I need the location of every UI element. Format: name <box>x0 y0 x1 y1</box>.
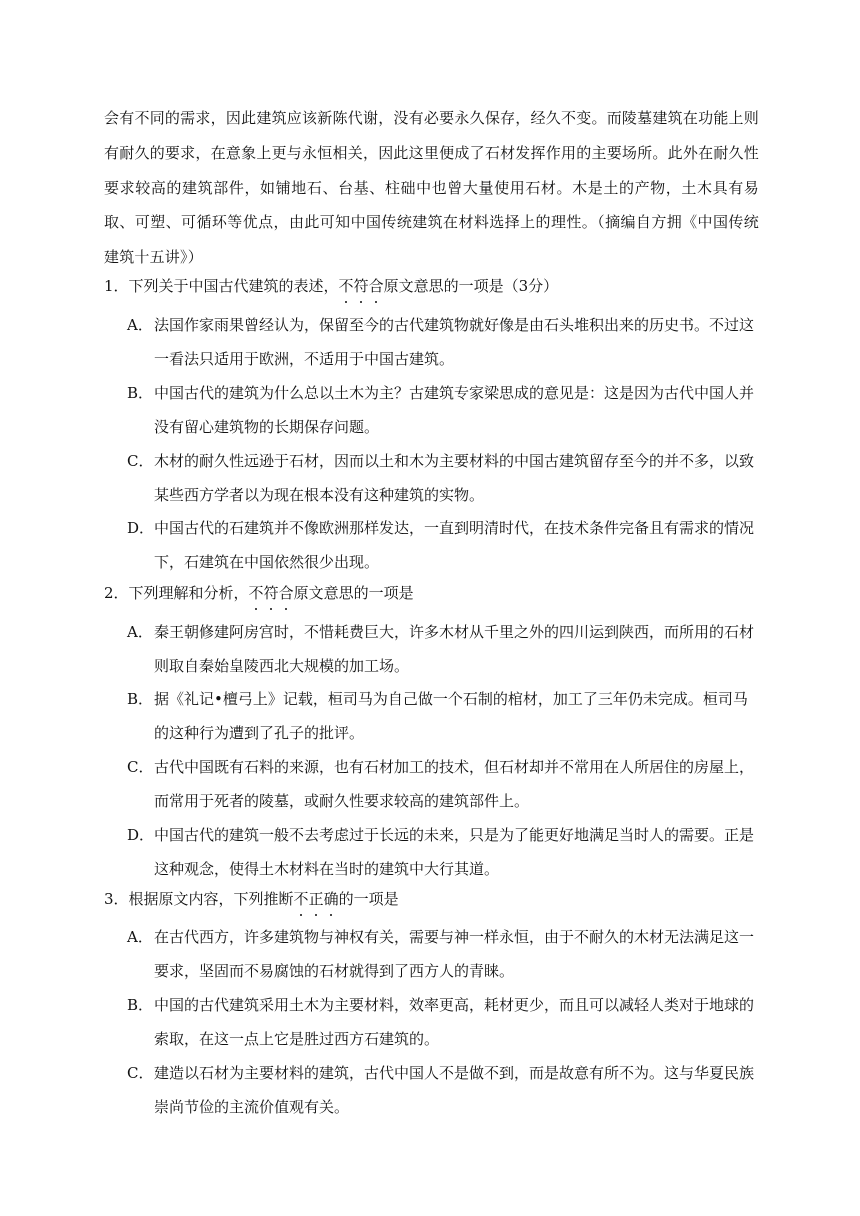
question-stem-after: 原文意思的一项是 <box>293 584 414 602</box>
option-label: D． <box>127 826 155 844</box>
option-label: C． <box>127 1064 154 1082</box>
emphasis-char: 合 <box>369 274 384 298</box>
option-label: C． <box>127 452 154 470</box>
question-3-option-b <box>127 988 761 1056</box>
option-text-line2: 一看法只适用于欧洲，不适用于中国古建筑。 <box>154 350 455 368</box>
question-2-option-c <box>127 750 761 818</box>
option-text-line1: 建造以石材为主要材料的建筑，古代中国人不是做不到，而是故意有所不为。这与华夏民族 <box>154 1064 755 1082</box>
option-text-line1: 中国古代的建筑一般不去考虑过于长远的未来，只是为了能更好地满足当时人的需要。正是 <box>154 826 755 844</box>
emphasis-char: 确 <box>324 887 339 911</box>
question-stem-before: 3．根据原文内容，下列推断 <box>104 890 294 908</box>
emphasis-char: 不 <box>249 581 264 605</box>
option-text-line2: 而常用于死者的陵墓，或耐久性要求较高的建筑部件上。 <box>154 792 530 810</box>
question-stem-before: 1．下列关于中国古代建筑的表述， <box>104 277 339 295</box>
option-text-line1: 中国古代的石建筑并不像欧洲那样发达，一直到明清时代，在技术条件完备且有需求的情况 <box>154 519 755 537</box>
option-text-line2: 的这种行为遭到了孔子的批评。 <box>154 724 365 742</box>
option-label: B． <box>127 690 154 708</box>
question-3-option-a <box>127 920 761 988</box>
question-2-option-d <box>127 818 761 886</box>
option-text-line1: 秦王朝修建阿房宫时，不惜耗费巨大，许多木材从千里之外的四川运到陕西，而所用的石材 <box>154 623 755 641</box>
question-1-option-a <box>127 308 761 376</box>
option-label: A． <box>127 316 153 334</box>
option-label: C． <box>127 758 154 776</box>
emphasis-text <box>294 890 339 908</box>
option-text-line2: 没有留心建筑物的长期保存问题。 <box>154 418 380 436</box>
emphasis-char: 不 <box>339 274 354 298</box>
emphasis-char: 符 <box>354 274 369 298</box>
passage-paragraph: 会有不同的需求，因此建筑应该新陈代谢，没有必要永久保存，经久不变。而陵墓建筑在功能上则有耐久的要求，在意象上更与永恒相关，因此这里便成了石材发挥作用的主要场所。此外在耐久性要求较高的建筑部件，如铺地石、台基、柱础中也曾大量使用石材。木是土的产物，土木具有易取、可塑、可循环等优点，由此可知中国传统建筑在材料选择上的理性。（摘编自方拥《中国传统建筑十五讲》） <box>104 109 759 267</box>
option-text-line1: 在古代西方，许多建筑物与神权有关，需要与神一样永恒，由于不耐久的木材无法满足这一 <box>154 928 755 946</box>
question-3-option-c <box>127 1056 761 1124</box>
option-text-line1: 法国作家雨果曾经认为，保留至今的古代建筑物就好像是由石头堆积出来的历史书。不过这 <box>154 316 755 334</box>
emphasis-char: 合 <box>279 581 294 605</box>
emphasis-char: 正 <box>309 887 324 911</box>
option-text-line2: 下，石建筑在中国依然很少出现。 <box>154 553 380 571</box>
option-text-line1: 中国的古代建筑采用土木为主要材料，效率更高，耗材更少，而且可以减轻人类对于地球的 <box>154 996 755 1014</box>
emphasis-char: 符 <box>264 581 279 605</box>
emphasis-text <box>249 584 294 602</box>
option-label: B． <box>127 384 154 402</box>
question-2-option-b <box>127 682 761 750</box>
option-text-line2: 崇尚节俭的主流价值观有关。 <box>154 1098 350 1116</box>
option-text-line1: 古代中国既有石料的来源，也有石材加工的技术，但石材却并不常用在人所居住的房屋上， <box>154 758 755 776</box>
question-1-option-b <box>127 376 761 444</box>
question-stem-after: 原文意思的一项是（3分） <box>383 277 559 295</box>
option-text-line1: 据《礼记•檀弓上》记载，桓司马为自己做一个石制的棺材，加工了三年仍未完成。桓司马 <box>154 690 748 708</box>
option-text-line2: 则取自秦始皇陵西北大规模的加工场。 <box>154 657 410 675</box>
option-text-line2: 某些西方学者以为现在根本没有这种建筑的实物。 <box>154 486 485 504</box>
option-label: A． <box>127 623 153 641</box>
option-text-line1: 中国古代的建筑为什么总以土木为主？古建筑专家梁思成的意见是：这是因为古代中国人并 <box>154 384 755 402</box>
emphasis-char: 不 <box>294 887 309 911</box>
option-text-line2: 要求，坚固而不易腐蚀的石材就得到了西方人的青睐。 <box>154 962 515 980</box>
option-label: B． <box>127 996 154 1014</box>
question-stem-before: 2．下列理解和分析， <box>104 584 249 602</box>
question-1-stem <box>104 274 764 298</box>
emphasis-text <box>339 277 384 295</box>
option-text-line2: 索取，在这一点上它是胜过西方石建筑的。 <box>154 1030 440 1048</box>
option-label: A． <box>127 928 153 946</box>
question-3-stem <box>104 887 764 911</box>
question-2-stem <box>104 581 764 605</box>
question-1-option-d <box>127 511 761 579</box>
option-text-line2: 这种观念，使得土木材料在当时的建筑中大行其道。 <box>154 860 500 878</box>
option-label: D． <box>127 519 155 537</box>
option-text-line1: 木材的耐久性远逊于石材，因而以土和木为主要材料的中国古建筑留存至今的并不多，以致 <box>154 452 755 470</box>
question-2-option-a <box>127 615 761 683</box>
question-stem-after: 的一项是 <box>338 890 399 908</box>
question-1-option-c <box>127 444 761 512</box>
